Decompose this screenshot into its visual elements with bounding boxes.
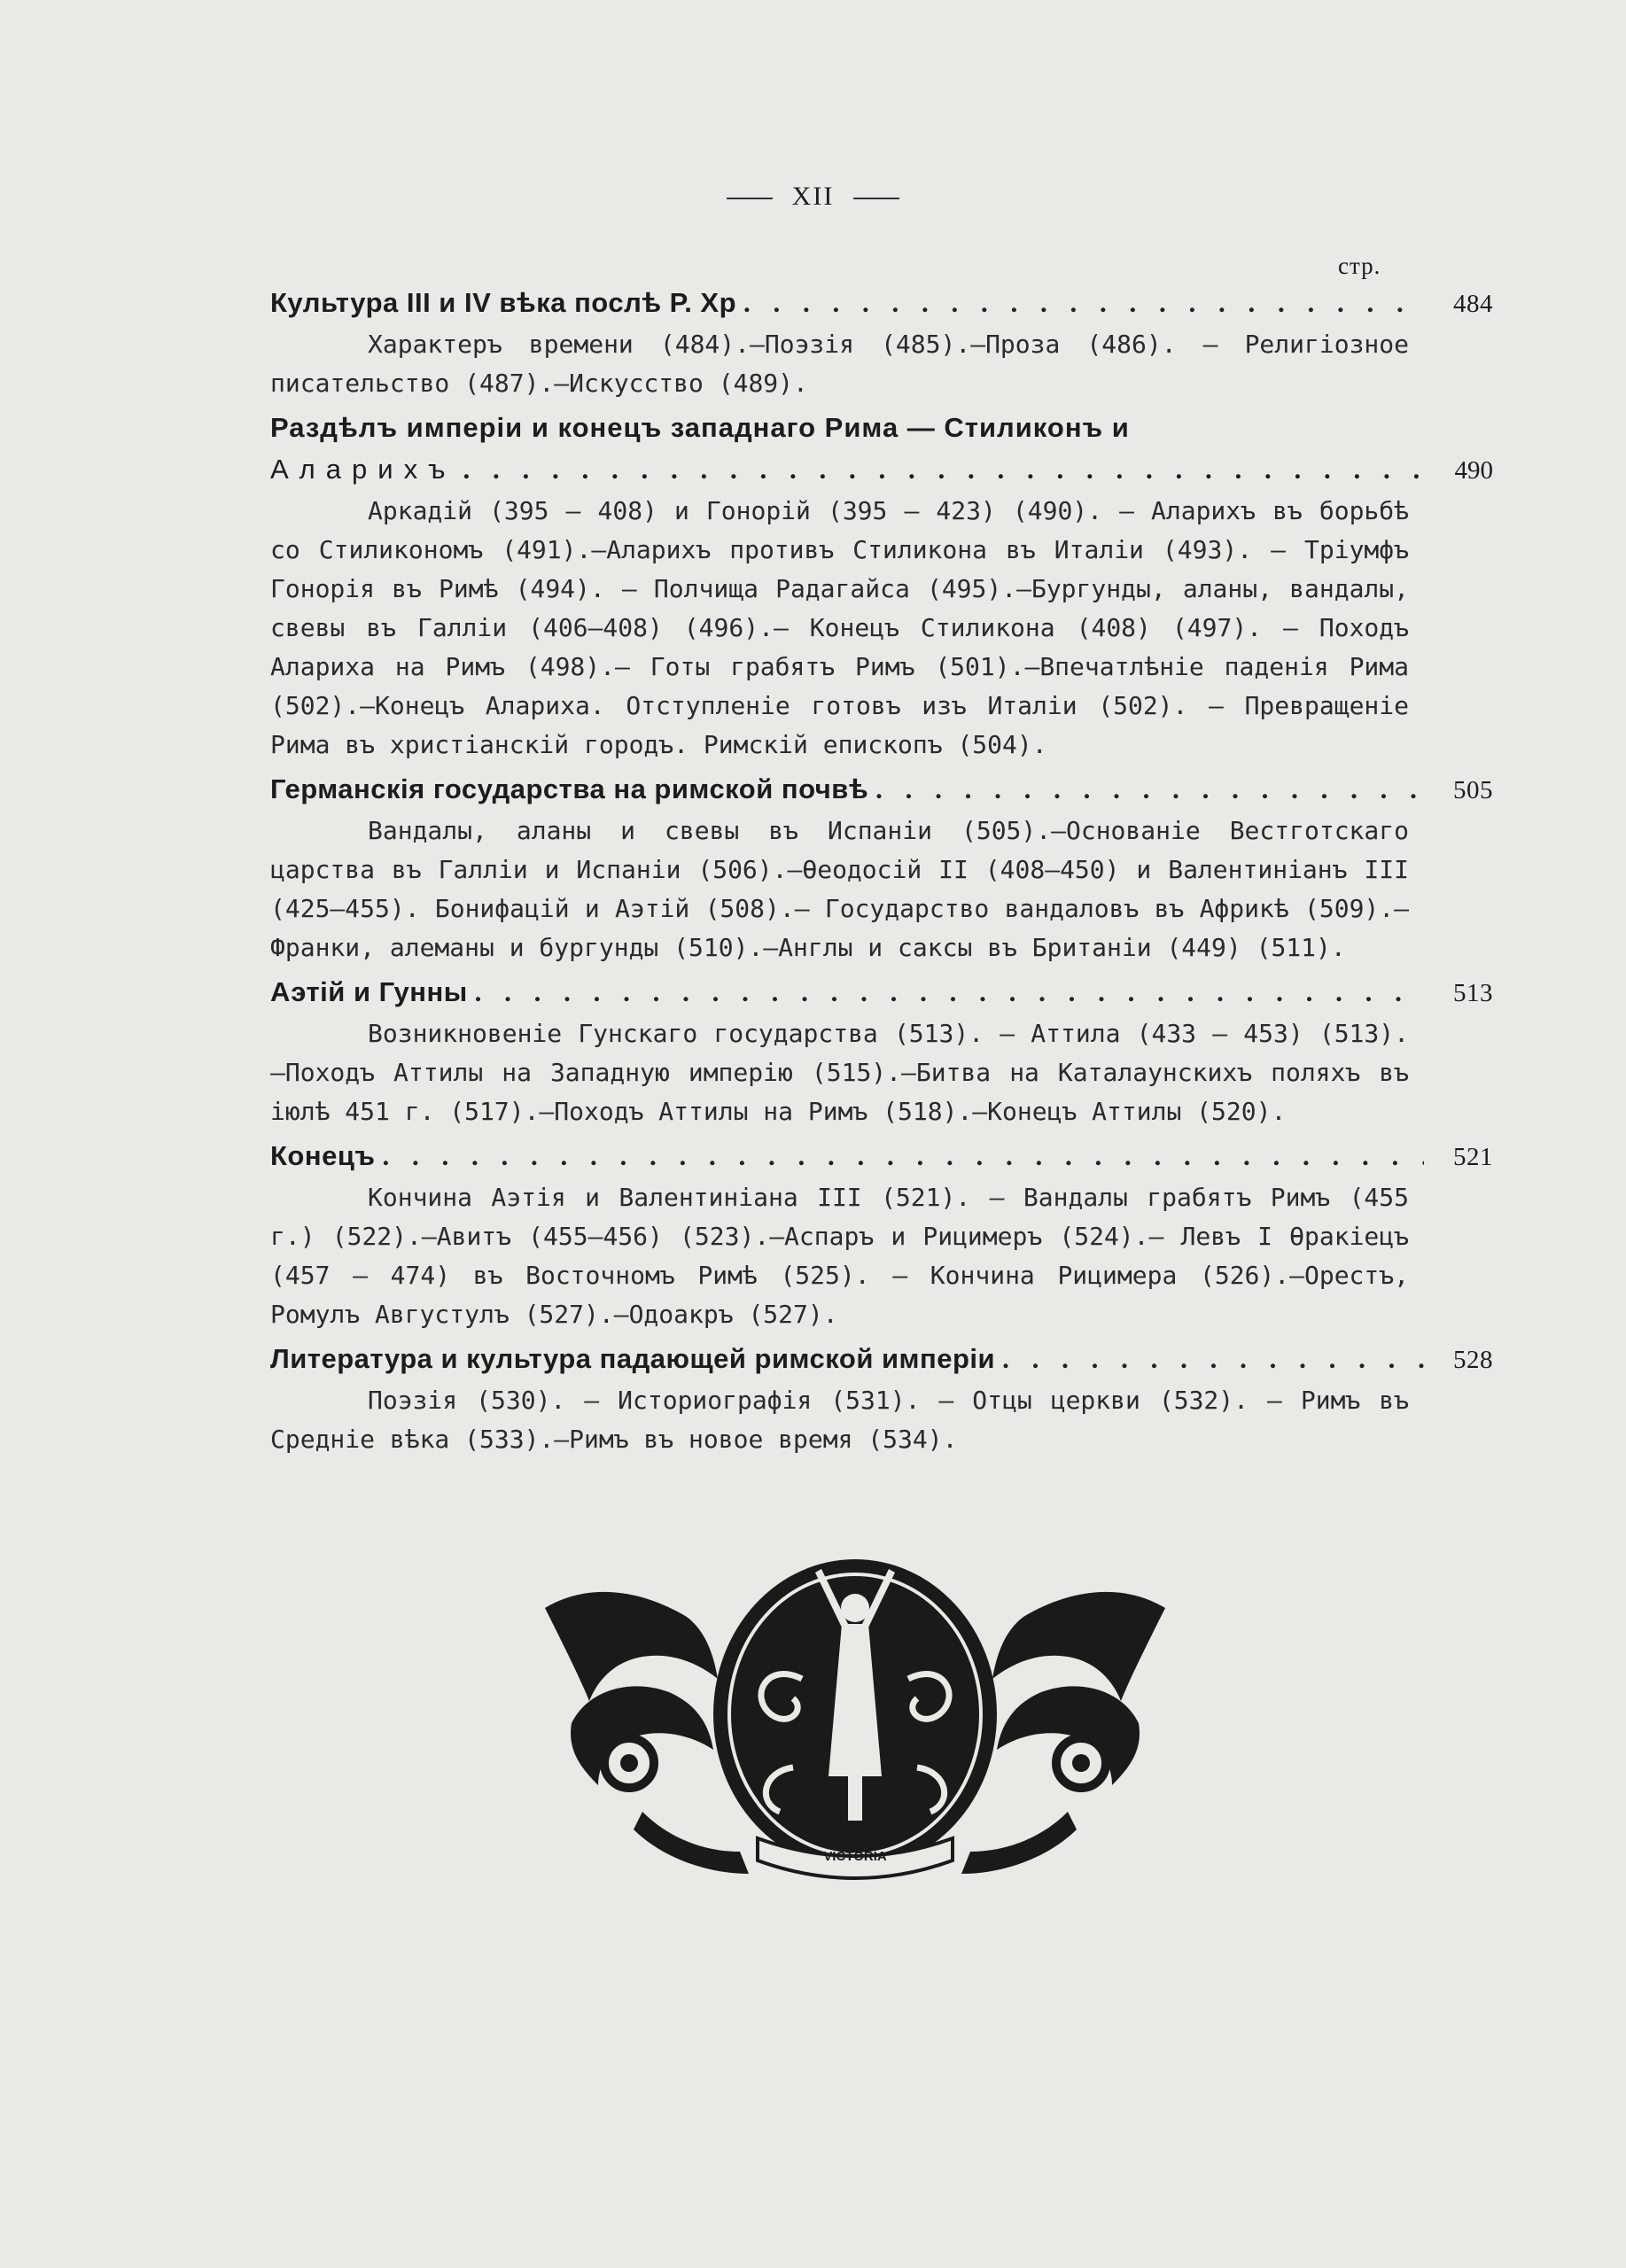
entry-summary: Характеръ времени (484).—Поэзія (485).—Проза (486). — Религіозное писательство (487).—Искусство (489). <box>270 330 1409 398</box>
toc-entry <box>270 1135 1493 1334</box>
entry-page: 528 <box>1453 1346 1493 1374</box>
entry-heading <box>270 971 1493 1014</box>
entry-title: Конецъ <box>270 1140 376 1171</box>
entry-heading <box>270 1135 1493 1178</box>
dot-leader <box>875 768 1424 810</box>
entry-summary: Вандалы, аланы и свевы въ Испаніи (505).—Основаніе Вестготскаго царства въ Галліи и Испаніи (506).—Ѳеодосій II (408—450) и Валентиніанъ III (425—455). Бонифацій и Аэтій (508).— Государство вандаловъ въ Африкѣ (509).—Франки, алеманы и бургунды (510).—Англы и саксы въ Британіи (449) (511). <box>270 816 1409 962</box>
dot-leader <box>743 282 1424 323</box>
entry-heading <box>270 407 1409 448</box>
toc-entry <box>270 1338 1493 1459</box>
dot-leader <box>475 971 1424 1013</box>
entry-title: Германскія государства на римской почвѣ <box>270 773 869 804</box>
page-header <box>0 182 1626 212</box>
entry-heading-continuation <box>270 448 1493 492</box>
entry-title: Раздѣлъ имперіи и конецъ западнаго Рима — Стиликонъ и <box>270 412 1130 443</box>
entry-page: 521 <box>1453 1143 1493 1171</box>
header-dash-left <box>727 198 773 199</box>
entry-summary: Поэзія (530). — Историографія (531). — Отцы церкви (532). — Римъ въ Средніе вѣка (533).—Римъ въ новое время (534). <box>270 1386 1409 1454</box>
table-of-contents <box>270 282 1493 1463</box>
entry-page: 490 <box>1454 456 1493 485</box>
toc-entry <box>270 768 1493 967</box>
header-dash-right <box>853 198 899 199</box>
entry-summary: Аркадій (395 — 408) и Гонорій (395 — 423) (490). — Аларихъ въ борьбѣ со Стиликономъ (491).—Аларихъ противъ Стиликона въ Италіи (493). — Тріумфъ Гонорія въ Римѣ (494). — Полчища Радагайса (495).—Бургунды, аланы, вандалы, свевы въ Галліи (406—408) (496).— Конецъ Стиликона (408) (497). — Походъ Алариха на Римъ (498).— Готы грабятъ Римъ (501).—Впечатлѣніе паденія Рима (502).—Конецъ Алариха. Отступленіе готовъ изъ Италіи (502). — Превращеніе Рима въ христіанскій городъ. Римскій епископъ (504). <box>270 496 1409 759</box>
entry-summary: Кончина Аэтія и Валентиніана III (521). — Вандалы грабятъ Римъ (455 г.) (522).—Авитъ (455—456) (523).—Аспаръ и Рицимеръ (524).— Левъ I Ѳракіецъ (457 — 474) въ Восточномъ Римѣ (525). — Кончина Рицимера (526).—Орестъ, Ромулъ Августулъ (527).—Одоакръ (527). <box>270 1183 1409 1329</box>
entry-title: Литература и культура падающей римской имперіи <box>270 1343 996 1374</box>
toc-entry <box>270 407 1493 765</box>
toc-entry <box>270 971 1493 1131</box>
dot-leader <box>463 448 1424 490</box>
entry-page: 513 <box>1453 979 1493 1007</box>
entry-title-continuation: Аларихъ <box>270 454 456 485</box>
pages-column-label: стр. <box>1338 252 1381 279</box>
entry-title: Культура III и IV вѣка послѣ Р. Хр <box>270 287 737 318</box>
entry-title: Аэтій и Гунны <box>270 976 468 1007</box>
dot-leader <box>382 1135 1424 1177</box>
entry-heading <box>270 282 1493 325</box>
victoria-label: VICTORIA <box>823 1849 887 1864</box>
entry-heading <box>270 768 1493 812</box>
entry-summary: Возникновеніе Гунскаго государства (513). — Аттила (433 — 453) (513).—Походъ Аттилы на Западную имперію (515).—Битва на Каталаунскихъ поляхъ въ іюлѣ 451 г. (517).—Походъ Аттилы на Римъ (518).—Конецъ Аттилы (520). <box>270 1019 1409 1126</box>
victoria-vignette-ornament <box>536 1546 1174 1900</box>
entry-heading <box>270 1338 1493 1381</box>
dot-leader <box>1002 1338 1424 1379</box>
toc-entry <box>270 282 1493 403</box>
entry-page: 484 <box>1453 290 1493 318</box>
entry-page: 505 <box>1453 776 1493 804</box>
page-number: XII <box>791 182 835 211</box>
